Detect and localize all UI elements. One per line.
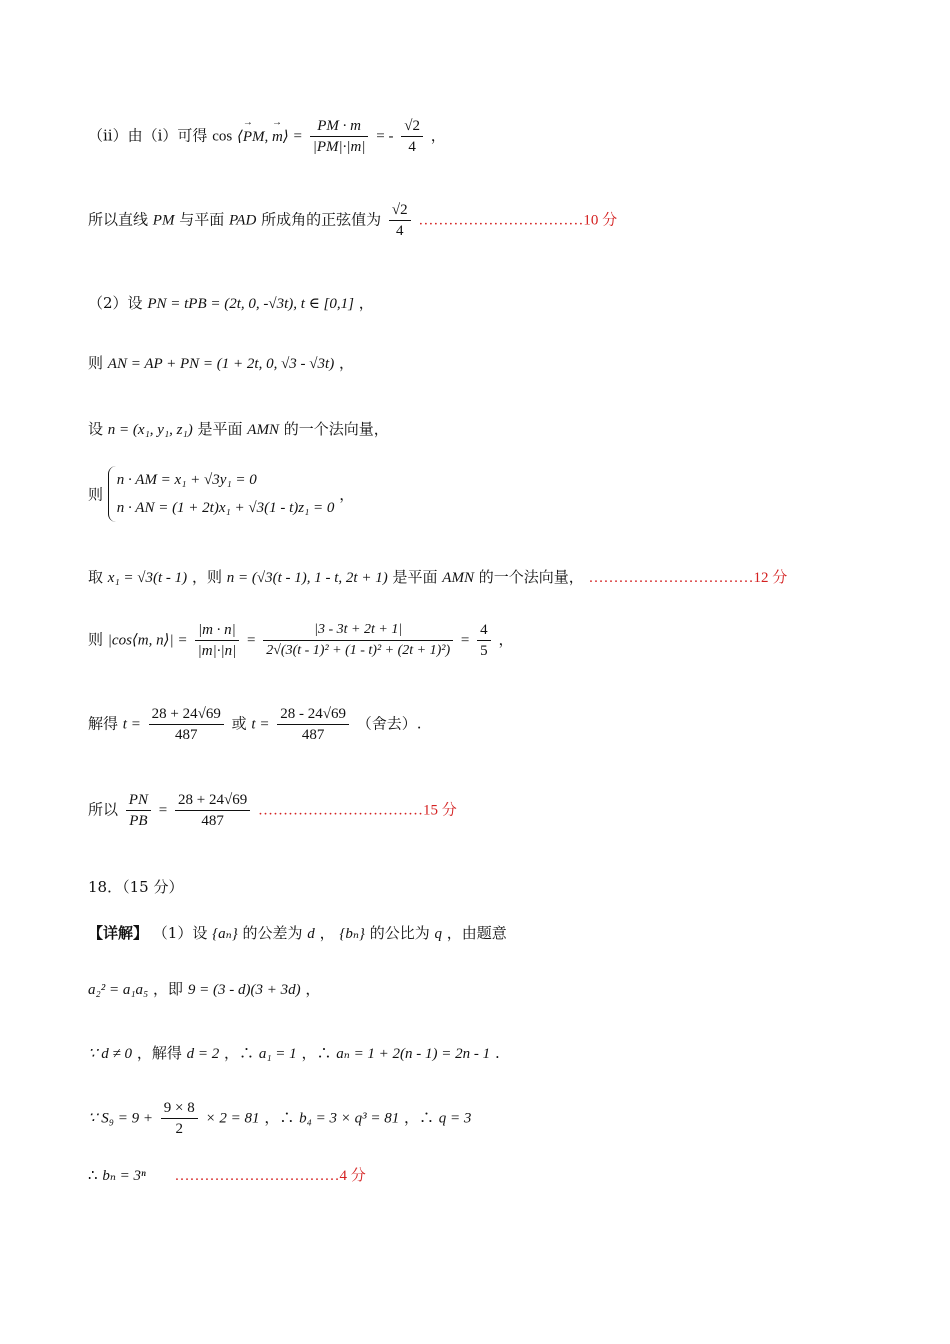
numerator: √2 (401, 116, 423, 137)
line-solve-t (88, 704, 422, 745)
text: ，∴ (301, 1044, 332, 1062)
denominator: 4 (395, 223, 404, 239)
denominator: 2√(3(t - 1)² + (1 - t)² + (2t + 1)²) (266, 643, 451, 658)
math-bn: {bₙ} (339, 926, 365, 942)
fraction-sqrt2-over-4 (401, 116, 423, 157)
text: （1）设 (152, 924, 208, 942)
text: 设 (88, 420, 104, 438)
text: ，则 (191, 568, 222, 586)
line-ii-cos (88, 116, 446, 157)
equation-row: n · AN = (1 + 2t)x₁ + √3(1 - t)z₁ = 0 (116, 500, 335, 516)
score-marker-4: ……………………………4 分 (174, 1168, 366, 1184)
math-d: d (307, 926, 315, 942)
numerator: PN (126, 790, 151, 811)
text: . (494, 1044, 500, 1062)
numerator: 4 (477, 620, 491, 641)
text: 是平面 (392, 568, 438, 586)
equals: = (158, 802, 168, 819)
comma: ， (498, 630, 514, 649)
line-bn (88, 1164, 366, 1185)
line-take-x1 (88, 566, 787, 587)
text: ，解得 (136, 1044, 182, 1062)
cos-label: cos (212, 128, 233, 145)
equals-minus: = - (376, 128, 394, 145)
text: 或 (231, 714, 247, 733)
denominator: 487 (174, 727, 198, 743)
equation-system (108, 466, 335, 522)
fraction-t2 (277, 704, 349, 745)
text: 则 (88, 485, 104, 504)
math-expr: n = (x₁, y₁, z₁) (107, 422, 193, 438)
line-an (88, 352, 354, 373)
text: 是平面 (197, 420, 243, 438)
text: （2）设 (88, 294, 143, 312)
numerator: PM · m (310, 116, 369, 137)
fraction-result (175, 790, 250, 831)
numerator: 28 + 24√69 (149, 704, 224, 725)
denominator: 487 (301, 727, 325, 743)
text: 的公比为 (369, 924, 430, 942)
comma: ， (358, 294, 374, 312)
line-ratio (88, 790, 457, 831)
line-set-pn (88, 292, 374, 313)
score-marker-12: ……………………………12 分 (588, 570, 788, 586)
line-detail (88, 922, 507, 943)
text: ，由题意 (446, 924, 507, 942)
math-lhs: |cos⟨m, n⟩| (107, 632, 174, 649)
text: 所以 (88, 800, 119, 819)
line-normal-vector (88, 418, 389, 439)
vector-m: → m (272, 129, 283, 146)
denominator: |PM|·|m| (312, 139, 366, 155)
text: 的一个法向量， (478, 568, 584, 586)
text: 取 (88, 568, 104, 586)
fraction-t1 (149, 704, 224, 745)
text: （ii）由（i）可得 (88, 126, 208, 145)
text: 所成角的正弦值为 (261, 210, 382, 229)
line-system (88, 466, 354, 522)
equals: = (246, 632, 256, 649)
comma: ， (430, 126, 446, 145)
fraction-4-5 (477, 620, 491, 661)
comma: ， (338, 354, 354, 372)
equation-row: n · AM = x₁ + √3y₁ = 0 (116, 472, 257, 488)
text: 解得 (88, 714, 119, 733)
line-cos-mn (88, 620, 513, 661)
math-expr: PN = tPB = (2t, 0, -√3t), t ∈ [0,1] (147, 296, 354, 312)
math-an: {aₙ} (212, 926, 238, 942)
text: 所以直线 (88, 210, 149, 229)
comma: ， (339, 485, 355, 504)
denominator: 4 (408, 139, 416, 155)
numerator: |3 - 3t + 2t + 1| (263, 620, 453, 641)
fraction-mn (195, 620, 240, 661)
numerator: 28 + 24√69 (175, 790, 250, 811)
text: ，∴ (403, 1108, 434, 1127)
text: ，∴ (224, 1044, 255, 1062)
score-marker-10: ……………………………10 分 (418, 212, 618, 229)
equals: = (293, 128, 302, 145)
math-x1: x₁ = √3(t - 1) (107, 570, 188, 586)
comma: ， (305, 980, 321, 998)
equals: = (178, 632, 187, 649)
math-expr: ∵ d ≠ 0 (88, 1046, 133, 1062)
fraction-pn-pb (126, 790, 151, 831)
score-marker-15: ……………………………15 分 (257, 802, 457, 819)
math-expr: 9 = (3 - d)(3 + 3d) (187, 982, 301, 998)
math-expr: ∵ S₉ = 9 + (88, 1110, 154, 1127)
math-expr: AN = AP + PN = (1 + 2t, 0, √3 - √3t) (107, 356, 335, 372)
angle-bracket: ⟨→ PM, → m⟩ (237, 129, 289, 145)
denominator: PB (129, 813, 148, 829)
math-expr: × 2 = 81 (205, 1110, 260, 1127)
text: 的一个法向量， (283, 420, 389, 438)
text: ， (319, 924, 335, 942)
math-expr: a₂² = a₁a₅ (88, 982, 149, 998)
math-expr: bₙ = 3ⁿ (102, 1168, 146, 1184)
fraction-expanded (263, 620, 453, 661)
fraction-9x8-over-2 (161, 1098, 198, 1139)
denominator: 2 (175, 1121, 184, 1137)
denominator: 5 (480, 643, 488, 659)
math-expr: aₙ = 1 + 2(n - 1) = 2n - 1 (336, 1046, 491, 1062)
math-t: t = (251, 716, 270, 733)
detail-tag: 【详解】 (88, 924, 149, 942)
question-18-heading (88, 876, 183, 897)
equals: = (460, 632, 470, 649)
numerator: |m · n| (195, 620, 240, 641)
numerator: 9 × 8 (161, 1098, 198, 1119)
fraction-sqrt2-over-4 (389, 200, 411, 241)
line-equation (88, 978, 320, 999)
line-sine-value (88, 200, 617, 241)
denominator: 487 (201, 813, 224, 829)
line-s9 (88, 1098, 471, 1139)
math-pm: PM (152, 212, 175, 229)
numerator: √2 (389, 200, 411, 221)
text: ，∴ (264, 1108, 295, 1127)
math-amn: AMN (247, 422, 279, 438)
text: 18．（15 分） (88, 878, 184, 896)
text: 与平面 (179, 210, 225, 229)
therefore: ∴ (88, 1166, 98, 1184)
math-expr: a₁ = 1 (258, 1046, 297, 1062)
math-t: t = (122, 716, 141, 733)
math-pad: PAD (229, 212, 257, 229)
text: 则 (88, 354, 104, 372)
text: ，即 (153, 980, 184, 998)
math-expr: d = 2 (186, 1046, 220, 1062)
math-n: n = (√3(t - 1), 1 - t, 2t + 1) (226, 570, 388, 586)
math-amn: AMN (442, 570, 474, 586)
text: 的公差为 (242, 924, 303, 942)
text: 则 (88, 630, 104, 649)
line-solve-d (88, 1042, 500, 1063)
fraction-dot (310, 116, 369, 157)
math-expr: q = 3 (438, 1110, 472, 1127)
math-q: q (434, 926, 443, 942)
vector-pm: → PM (243, 129, 265, 146)
math-expr: b₄ = 3 × q³ = 81 (299, 1110, 400, 1127)
denominator: |m|·|n| (197, 643, 237, 659)
text: （舍去）. (356, 714, 422, 733)
numerator: 28 - 24√69 (277, 704, 349, 725)
